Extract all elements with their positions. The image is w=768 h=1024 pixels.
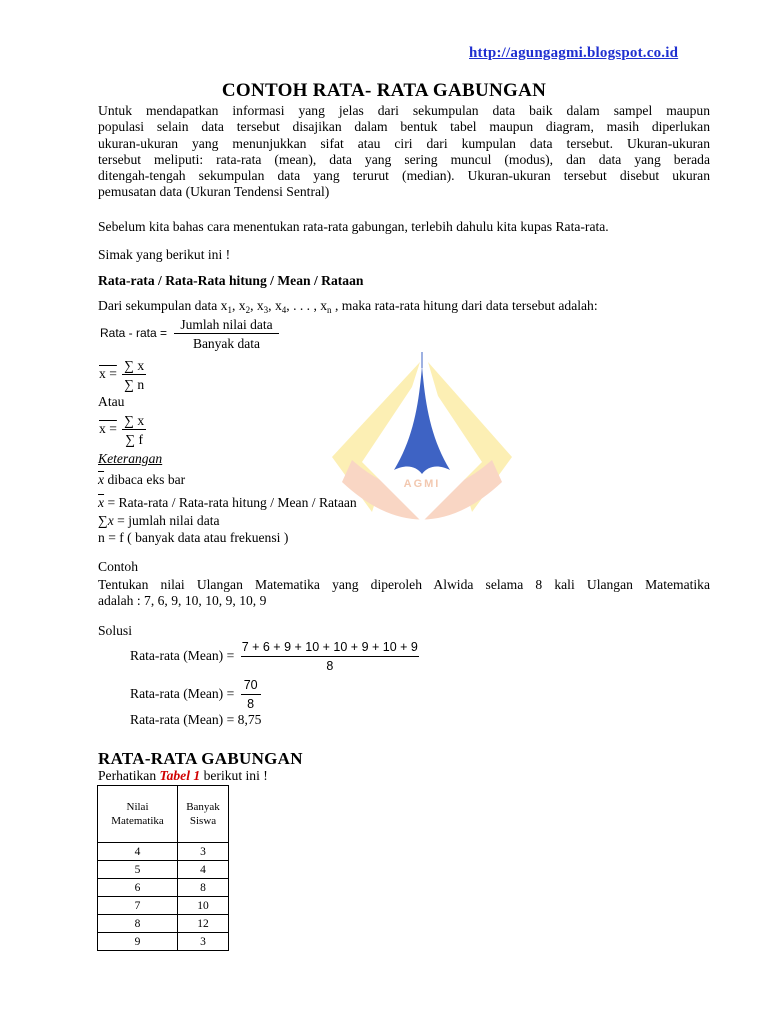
table-1 xyxy=(97,785,229,951)
header-text: Matematika xyxy=(111,815,164,827)
subscript: 3 xyxy=(263,305,269,315)
symbol-sum-x: ∑x xyxy=(98,513,114,528)
contoh-label: Contoh xyxy=(98,559,139,574)
subscript: 2 xyxy=(245,305,251,315)
intro-line: ukuran-ukuran yang menunjukkan sifat atau ciri dari kumpulan data tersebut. Ukuran-ukuran xyxy=(98,135,710,151)
table-row xyxy=(98,915,229,933)
table-cell: 12 xyxy=(178,915,229,933)
table-cell: 4 xyxy=(98,843,178,861)
header-text: Nilai xyxy=(126,801,149,813)
formula-numerator: ∑ x xyxy=(124,358,145,373)
data-intro-text: Dari sekumpulan data x xyxy=(98,298,228,313)
keterangan-line xyxy=(98,472,185,488)
solution-step-3: Rata-rata (Mean) = 8,75 xyxy=(130,712,262,727)
intro-line: pemusatan data (Ukuran Tendensi Sentral) xyxy=(98,184,330,200)
formula-numerator: Jumlah nilai data xyxy=(174,316,278,334)
keterangan-line xyxy=(98,530,288,546)
keterangan-text: = Rata-rata / Rata-rata hitung / Mean / Rataan xyxy=(104,495,357,510)
formula-denominator: Banyak data xyxy=(192,336,261,351)
problem-line: adalah : 7, 6, 9, 10, 10, 9, 10, 9 xyxy=(98,593,267,609)
step-numerator: 7 + 6 + 9 + 10 + 10 + 9 + 10 + 9 xyxy=(241,639,419,657)
solution-step-1 xyxy=(130,639,419,675)
intro-paragraph xyxy=(98,103,710,201)
table-cell: 3 xyxy=(178,933,229,951)
keterangan-text: = jumlah nilai data xyxy=(113,513,220,528)
section-heading-mean: Rata-rata / Rata-Rata hitung / Mean / Rataan xyxy=(98,273,364,288)
table-row xyxy=(98,861,229,879)
formula-mean-words xyxy=(100,316,279,352)
keterangan-line xyxy=(98,495,357,511)
data-intro-text: , maka rata-rata hitung dari data tersebut adalah: xyxy=(331,298,598,313)
intro-line: populasi selain data tersebut disajikan dalam bentuk tabel maupun diagram, masih diperlukan xyxy=(98,119,710,135)
intro-line: Untuk mendapatkan informasi yang jelas dari sekumpulan data baik dalam sampel maupun xyxy=(98,103,710,118)
formula-mean-f xyxy=(99,412,146,448)
table-header-cell xyxy=(98,786,178,843)
intro-line: ditengah-tengah sekumpulan data yang terurut (median). Ukuran-ukuran tersebut disebut ukuran xyxy=(98,168,710,184)
formula-mean-n xyxy=(99,357,146,393)
table-cell: 8 xyxy=(98,915,178,933)
example-problem xyxy=(98,577,710,610)
keterangan-text: n = f ( banyak data atau frekuensi ) xyxy=(98,530,289,545)
table-row xyxy=(98,843,229,861)
formula-denominator: ∑ n xyxy=(124,377,145,392)
table-cell: 5 xyxy=(98,861,178,879)
formula-denominator: ∑ f xyxy=(125,432,144,447)
header-text: Siswa xyxy=(189,815,217,827)
table-cell: 4 xyxy=(178,861,229,879)
subscript: 4 xyxy=(281,305,287,315)
symbol-xbar: $\overline{x}$ xyxy=(98,472,105,487)
step-lhs: Rata-rata (Mean) = xyxy=(130,686,235,702)
solusi-label: Solusi xyxy=(98,623,132,638)
table-row xyxy=(98,933,229,951)
data-intro-text: , x xyxy=(268,298,282,313)
tabel-intro-text: Perhatikan xyxy=(98,768,160,783)
table-cell: 10 xyxy=(178,897,229,915)
step-numerator: 70 xyxy=(241,677,261,695)
formula-lhs: x = xyxy=(99,366,117,382)
agmi-watermark-logo xyxy=(302,352,512,542)
keterangan-line xyxy=(98,513,220,529)
formula-lhs: Rata - rata = xyxy=(100,326,168,341)
step-lhs: Rata-rata (Mean) = xyxy=(130,648,235,664)
subscript: n xyxy=(327,305,332,315)
formula-lhs: x = xyxy=(99,421,117,437)
paragraph-before-mean: Sebelum kita bahas cara menentukan rata-rata gabungan, terlebih dahulu kita kupas Rata-rata. xyxy=(98,219,609,234)
table-row xyxy=(98,879,229,897)
data-intro-text: , x xyxy=(231,298,246,313)
intro-line: tersebut meliputi: rata-rata (mean), data yang sering muncul (modus), dan data yang berada xyxy=(98,151,710,167)
keterangan-text: dibaca eks bar xyxy=(104,472,186,487)
problem-line: Tentukan nilai Ulangan Matematika yang diperoleh Alwida selama 8 kali Ulangan Matematika xyxy=(98,577,710,592)
subscript: 1 xyxy=(227,305,232,315)
step-denominator: 8 xyxy=(247,697,255,711)
header-text: Banyak xyxy=(186,801,220,813)
table-header-cell xyxy=(178,786,229,843)
keterangan-heading: Keterangan xyxy=(98,451,163,466)
tabel-intro xyxy=(98,768,268,784)
table-cell: 3 xyxy=(178,843,229,861)
table-cell: 9 xyxy=(98,933,178,951)
header-url-link[interactable]: http://agungagmi.blogspot.co.id xyxy=(469,45,679,61)
data-intro-line xyxy=(98,298,598,318)
table-row xyxy=(98,897,229,915)
step-denominator: 8 xyxy=(326,659,334,673)
section-heading-gabungan: RATA-RATA GABUNGAN xyxy=(98,749,303,768)
page-title: CONTOH RATA- RATA GABUNGAN xyxy=(221,80,547,101)
paragraph-simak: Simak yang berikut ini ! xyxy=(98,247,231,262)
data-intro-text: , . . . , x xyxy=(286,298,328,313)
symbol-xbar: $\overline{x}$ xyxy=(98,495,105,510)
formula-numerator: ∑ x xyxy=(124,413,145,428)
table-header-row xyxy=(98,786,229,843)
solution-step-2 xyxy=(130,677,261,713)
atau-label: Atau xyxy=(98,394,125,409)
data-intro-text: , x xyxy=(250,298,264,313)
tabel-1-reference: Tabel 1 xyxy=(159,768,201,783)
table-cell: 7 xyxy=(98,897,178,915)
watermark-text: AGMI xyxy=(403,478,441,490)
tabel-intro-text: berikut ini ! xyxy=(200,768,268,783)
table-cell: 6 xyxy=(98,879,178,897)
table-cell: 8 xyxy=(178,879,229,897)
